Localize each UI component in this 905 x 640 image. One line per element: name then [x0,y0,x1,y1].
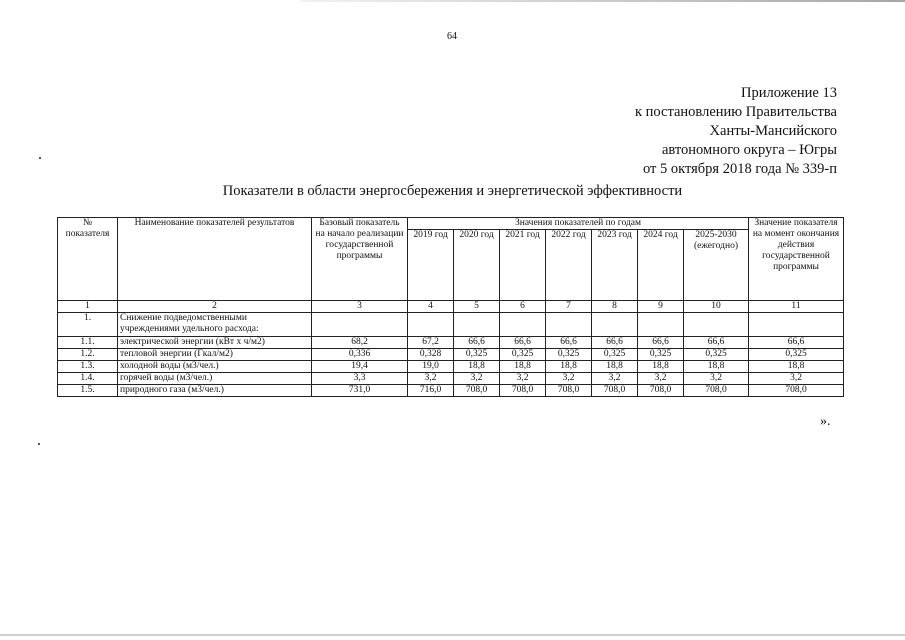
header-year: 2019 год [408,230,454,301]
scan-edge-top [300,0,905,2]
row-year-value: 19,0 [408,361,454,373]
column-number: 5 [454,301,500,313]
row-name: природного газа (м3/чел.) [118,385,312,397]
row-name: горячей воды (м3/чел.) [118,373,312,385]
row-year-value: 708,0 [638,385,684,397]
row-final-value: 18,8 [749,361,844,373]
row-name: электрической энергии (кВт х ч/м2) [118,337,312,349]
row-final-value: 708,0 [749,385,844,397]
indicators-table [57,217,844,397]
section-row [58,313,844,337]
column-number: 6 [500,301,546,313]
column-number: 1 [58,301,118,313]
column-number: 9 [638,301,684,313]
row-year-value: 18,8 [638,361,684,373]
scan-speck [39,157,41,159]
table-row [58,385,844,397]
row-year-value: 716,0 [408,385,454,397]
section-number: 1. [58,313,118,337]
header-year: 2023 год [592,230,638,301]
header-years-group: Значения показателей по годам [408,218,749,230]
row-year-value: 708,0 [454,385,500,397]
table-row [58,337,844,349]
row-final-value: 0,325 [749,349,844,361]
section-name: Снижение подведомственными учреждениями удельного расхода: [118,313,312,337]
row-year-value: 0,325 [546,349,592,361]
row-year-value: 708,0 [592,385,638,397]
row-year-value: 18,8 [592,361,638,373]
row-year-value: 66,6 [684,337,749,349]
table-row [58,349,844,361]
row-year-value: 0,325 [592,349,638,361]
row-year-value: 0,328 [408,349,454,361]
header-number: № показателя [58,218,118,301]
header-year: 2021 год [500,230,546,301]
appendix-line-5: от 5 октября 2018 года № 339-п [642,161,837,177]
row-year-value: 66,6 [454,337,500,349]
row-year-value: 18,8 [454,361,500,373]
row-year-value: 0,325 [684,349,749,361]
row-year-value: 3,2 [454,373,500,385]
row-base-value: 3,3 [312,373,408,385]
header-year: 2025-2030 (ежегодно) [684,230,749,301]
row-base-value: 731,0 [312,385,408,397]
column-number: 7 [546,301,592,313]
appendix-line-3: Ханты-Мансийского [709,123,837,139]
row-year-value: 3,2 [500,373,546,385]
row-year-value: 66,6 [500,337,546,349]
row-year-value: 708,0 [500,385,546,397]
row-year-value: 66,6 [638,337,684,349]
row-number: 1.4. [58,373,118,385]
row-number: 1.5. [58,385,118,397]
row-base-value: 0,336 [312,349,408,361]
row-year-value: 3,2 [684,373,749,385]
row-year-value: 66,6 [546,337,592,349]
row-year-value: 18,8 [500,361,546,373]
document-title: Показатели в области энергосбережения и энергетической эффективности [222,183,683,199]
table-row [58,361,844,373]
row-year-value: 708,0 [546,385,592,397]
row-final-value: 66,6 [749,337,844,349]
page-number: 64 [447,31,457,42]
row-year-value: 0,325 [638,349,684,361]
header-name: Наименование показателей результатов [118,218,312,301]
appendix-line-2: к постановлению Правительства [635,104,837,120]
row-year-value: 0,325 [500,349,546,361]
row-year-value: 67,2 [408,337,454,349]
row-year-value: 0,325 [454,349,500,361]
column-number: 11 [749,301,844,313]
header-year: 2022 год [546,230,592,301]
data-rows [58,337,844,397]
appendix-line-4: автономного округа – Югры [661,142,837,158]
row-number: 1.1. [58,337,118,349]
row-year-value: 3,2 [546,373,592,385]
column-number: 3 [312,301,408,313]
row-year-value: 18,8 [684,361,749,373]
row-year-value: 18,8 [546,361,592,373]
row-number: 1.3. [58,361,118,373]
row-year-value: 66,6 [592,337,638,349]
table-row [58,373,844,385]
row-base-value: 19,4 [312,361,408,373]
row-year-value: 708,0 [684,385,749,397]
scan-speck [38,443,40,445]
column-number: 4 [408,301,454,313]
header-final: Значение показателя на момент окончания действия государственной программы [749,218,844,301]
appendix-line-1: Приложение 13 [741,85,837,101]
row-number: 1.2. [58,349,118,361]
column-number: 8 [592,301,638,313]
row-year-value: 3,2 [592,373,638,385]
closing-quote: ». [820,414,831,429]
header-year: 2020 год [454,230,500,301]
row-final-value: 3,2 [749,373,844,385]
row-name: холодной воды (м3/чел.) [118,361,312,373]
row-name: тепловой энергии (Гкал/м2) [118,349,312,361]
header-year: 2024 год [638,230,684,301]
column-number: 2 [118,301,312,313]
column-number: 10 [684,301,749,313]
header-base: Базовый показатель на начало реализации государственной программы [312,218,408,301]
row-year-value: 3,2 [638,373,684,385]
row-base-value: 68,2 [312,337,408,349]
appendix-block [635,84,837,179]
scan-edge-bottom [0,634,905,636]
row-year-value: 3,2 [408,373,454,385]
